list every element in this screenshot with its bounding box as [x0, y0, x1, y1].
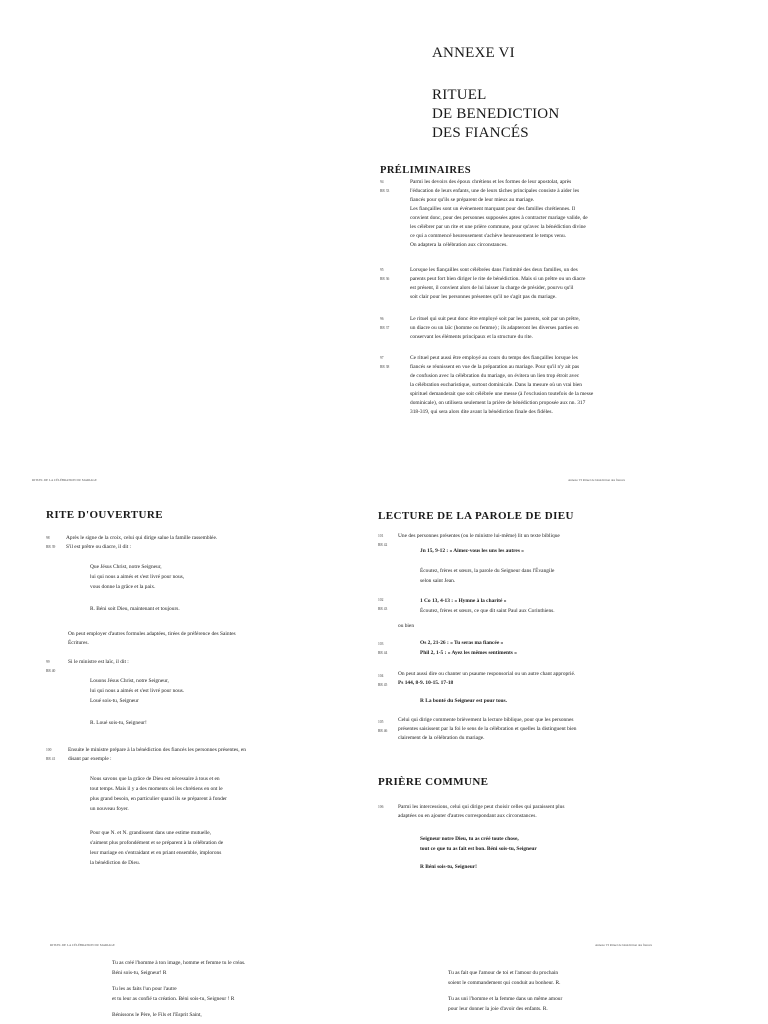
margin-ref	[380, 315, 389, 333]
margin-ref	[380, 178, 389, 196]
ref-number: 100	[46, 748, 52, 752]
section-heading-preliminaires: PRÉLIMINAIRES	[380, 165, 471, 176]
ritual-title	[432, 86, 559, 143]
text-line: Le rituel qui suit peut donc être employé soit par les parents, soit par un prêtre,	[410, 316, 580, 322]
rubric-line: S'il est prêtre ou diacre, il dit :	[66, 544, 132, 550]
prayer-line: Que Jésus Christ, notre Seigneur,	[90, 564, 162, 570]
running-head-right: Annexe VI Rituel de bénédiction des fiancés	[595, 943, 652, 947]
ref-number: 104	[378, 674, 384, 678]
response-line: R Béni sois-tu, Seigneur!	[420, 864, 477, 870]
text-line: ce qui a commencé heureusement s'achève heureusement le temps venu.	[410, 233, 567, 239]
rubric-line: adaptées ou en ajouter d'autres correspondant aux circonstances.	[398, 813, 537, 819]
rubric-line: On peut employer d'autres formules adaptées, tirées de préférence des Saintes	[68, 631, 236, 637]
annex-title	[432, 44, 515, 63]
margin-ref	[378, 672, 387, 690]
text-line: dominicale), on utilisera seulement la prière de bénédiction proposée aux nn. 317	[410, 400, 586, 406]
margin-ref	[46, 658, 55, 676]
ref-number: 102	[378, 598, 384, 602]
margin-ref	[46, 746, 55, 764]
margin-ref	[380, 354, 389, 372]
prayer-line: la bénédiction de Dieu.	[90, 860, 140, 866]
rubric-line: On peut aussi dire ou chanter un psaume responsorial ou un autre chant approprié.	[398, 671, 576, 677]
ref-number: 95	[380, 268, 384, 272]
margin-ref	[380, 266, 389, 284]
text-line: les célébrer par un rite et une prière commune, pour qu'avec la bénédiction divine	[410, 224, 586, 230]
ref-source: RR 46	[378, 729, 388, 733]
prayer-line: Tu as uni l'homme et la femme dans un même amour	[448, 996, 563, 1002]
prayer-line: Pour que N. et N. grandissent dans une estime mutuelle,	[90, 830, 211, 836]
running-head-right: Annexe VI Rituel de bénédiction des fiancés	[568, 478, 625, 482]
page-2-left	[0, 500, 384, 920]
ref-source: RR 42	[378, 543, 388, 547]
prayer-line: soient le commandement qui conduit au bonheur. R.	[448, 980, 561, 986]
prayer-line: et tu leur as confié ta création. Béni sois-tu, Seigneur ! R	[112, 996, 235, 1002]
ref-source: RR 38	[380, 365, 390, 369]
rubric-line: clairement de la célébration du mariage.	[398, 735, 485, 741]
reading-intro: Écoutez, frères et sœurs, la parole du Seigneur dans l'Évangile	[420, 568, 555, 574]
rubric-line: ou bien	[398, 623, 415, 629]
prayer-line: Béni sois-tu, Seigneur! R	[112, 970, 167, 976]
text-line: convient donc, pour des personnes supposées aptes à contracter mariage valide, de	[410, 215, 588, 221]
ref-number: 106	[378, 805, 384, 809]
prayer-line: Nous savons que la grâce de Dieu est nécessaire à tous et en	[90, 776, 220, 782]
ref-number: 94	[380, 180, 384, 184]
margin-ref	[46, 534, 55, 552]
ref-number: 96	[380, 317, 384, 321]
reading-reference: Os 2, 21-26 : « Tu seras ma fiancée »	[420, 640, 504, 646]
section-heading-priere-commune: PRIÈRE COMMUNE	[378, 776, 489, 788]
rubric-line: Une des personnes présentes (ou le ministre lui-même) lit un texte biblique	[398, 533, 560, 539]
rubric-line: disant par exemple :	[68, 756, 112, 762]
prayer-line: Tu as créé l'homme à ton image, homme et femme tu le créas.	[112, 960, 246, 966]
text-line: l'éducation de leurs enfants, une de leurs tâches principales consiste à aider les	[410, 188, 580, 194]
prayer-line: Bénissons le Père, le Fils et l'Esprit Saint,	[112, 1012, 202, 1018]
rubric-line: Écritures.	[68, 640, 89, 646]
response-line: R. Loué sois-tu, Seigneur!	[90, 720, 147, 726]
annex-title-line: ANNEXE VI	[432, 45, 515, 61]
page-2-right	[370, 500, 768, 920]
margin-ref	[378, 640, 387, 658]
page-1	[0, 0, 768, 480]
section-heading-rite-ouverture: RITE D'OUVERTURE	[46, 509, 163, 521]
text-line: parents peut fort bien diriger le rite de bénédiction. Mais si un prêtre ou un diacre	[410, 276, 586, 282]
rubric-line: Ensuite le ministre prépare à la bénédiction des fiancés les personnes présentes, en	[68, 747, 246, 753]
ref-source: RR 41	[46, 757, 56, 761]
rubric-line: Parmi les intercessions, celui qui dirige peut choisir celles qui paraissent plus	[398, 804, 565, 810]
text-line: conservant les éléments principaux et la structure du rite.	[410, 334, 533, 340]
rubric-line: Si le ministre est laïc, il dit :	[68, 659, 129, 665]
ref-source: RR 37	[380, 326, 390, 330]
text-line: Lorsque les fiançailles sont célébrées dans l'intimité des deux familles, un des	[410, 267, 578, 273]
text-line: Parmi les devoirs des époux chrétiens et les formes de leur apostolat, après	[410, 179, 572, 185]
margin-ref	[378, 803, 383, 812]
ritual-title-line: DES FIANCÉS	[432, 125, 529, 141]
prayer-line: Loué sois-tu, Seigneur	[90, 698, 139, 704]
text-line: la célébration eucharistique, surtout dominicale. Dans la mesure où un vrai bien	[410, 382, 582, 388]
reading-intro: Écoutez, frères et sœurs, ce que dit saint Paul aux Corinthiens.	[420, 608, 555, 614]
prayer-line: pour leur donner la joie d'avoir des enfants. R.	[448, 1006, 548, 1012]
intercession-line: tout ce que tu as fait est bon. Béni sois-tu, Seigneur	[420, 846, 537, 852]
page-3-left	[112, 958, 245, 1020]
rubric-line: Celui qui dirige commente brièvement la lecture biblique, pour que les personnes	[398, 717, 574, 723]
prayer-line: lui qui nous a aimés et s'est livré pour nous,	[90, 574, 185, 580]
reading-reference: Jn 15, 9-12 : « Aimez-vous les uns les autres »	[420, 548, 524, 554]
page-3-right	[448, 968, 562, 1014]
running-head-left: RITUEL DE LA CÉLÉBRATION DU MARIAGE	[50, 943, 115, 947]
ref-source: RR 44	[378, 651, 388, 655]
text-line: Ce rituel peut aussi être employé au cours du temps des fiançailles lorsque les	[410, 355, 578, 361]
ref-source: RR 40	[46, 669, 56, 673]
intercession-line: Seigneur notre Dieu, tu as créé toute chose,	[420, 836, 519, 842]
response-line: R La bonté du Seigneur est pour tous.	[420, 698, 507, 704]
reading-intro: selon saint Jean.	[420, 578, 456, 584]
text-line: fiancés pour qu'ils se préparent de leur mieux au mariage.	[410, 197, 535, 203]
text-line: soit clair pour les personnes présentes qu'il ne s'agit pas du mariage.	[410, 294, 557, 300]
rubric-line: présentes saisissent par la foi le sens de la célébration et quelles la distinguent bien	[398, 726, 577, 732]
prayer-line: Louons Jésus Christ, notre Seigneur,	[90, 678, 169, 684]
prayer-line: un nouveau foyer.	[90, 806, 129, 812]
text-line: de confusion avec la célébration du mariage, on évitera un lien trop étroit avec	[410, 373, 580, 379]
margin-ref	[378, 596, 387, 614]
text-line: spirituel demanderait que soit célébrée une messe (à l'exclusion toutefois de la messe	[410, 391, 594, 397]
ref-number: 101	[378, 534, 384, 538]
rubric-line: Après le signe de la croix, celui qui dirige salue la famille rassemblée.	[66, 535, 218, 541]
running-head-left: RITUEL DE LA CÉLÉBRATION DU MARIAGE	[32, 478, 97, 482]
ref-source: RR 45	[378, 683, 388, 687]
ritual-title-line: RITUEL	[432, 87, 487, 103]
prayer-line: tout temps. Mais il y a des moments où les chrétiens en ont le	[90, 786, 223, 792]
text-line: est présent, il convient alors de lui laisser la charge de présider, pourvu qu'il	[410, 285, 574, 291]
text-line: On adaptera la célébration aux circonstances.	[410, 242, 508, 248]
margin-ref	[378, 718, 387, 736]
ref-source: RR 43	[378, 607, 388, 611]
response-line: R. Béni soit Dieu, maintenant et toujours.	[90, 606, 180, 612]
ref-source: RR 33	[380, 189, 390, 193]
section-heading-lecture: LECTURE DE LA PAROLE DE DIEU	[378, 510, 574, 522]
ritual-title-line: DE BENEDICTION	[432, 106, 560, 122]
ref-number: 98	[46, 536, 50, 540]
prayer-line: s'aiment plus profondément et se préparent à la célébration de	[90, 840, 224, 846]
prayer-line: vous donne la grâce et la paix.	[90, 584, 156, 590]
reading-reference: 1 Co 13, 4-13 : « Hymne à la charité »	[420, 598, 507, 604]
text-line: un diacre ou un laïc (homme ou femme) ; ils adapteront les diverses parties en	[410, 325, 579, 331]
margin-ref	[378, 532, 387, 550]
prayer-line: leur mariage en s'entraidant et en priant ensemble, implorons	[90, 850, 222, 856]
text-line: Les fiançailles sont un événement marquant pour des familles chrétiennes. Il	[410, 206, 576, 212]
ref-number: 99	[46, 660, 50, 664]
ref-number: 105	[378, 720, 384, 724]
ref-number: 103	[378, 642, 384, 646]
psalm-reference: Ps 144, 8-9. 10-15. 17-18	[398, 680, 454, 686]
ref-source: RR 39	[46, 545, 56, 549]
text-line: fiancés se réunissent en vue de la préparation au mariage. Pour qu'il n'y ait pas	[410, 364, 580, 370]
ref-number: 97	[380, 356, 384, 360]
text-line: 318-319, qui sera alors dite avant la bénédiction finale des fidèles.	[410, 409, 553, 415]
reading-reference: Phil 2, 1-5 : « Ayez les mêmes sentiments »	[420, 650, 517, 656]
prayer-line: lui qui nous a aimés et s'est livré pour nous.	[90, 688, 185, 694]
prayer-line: Tu as fait que l'amour de toi et l'amour du prochain	[448, 970, 559, 976]
prayer-line: plus grand besoin, en particulier quand ils se préparent à fonder	[90, 796, 227, 802]
ref-source: RR 36	[380, 277, 390, 281]
prayer-line: Tu les as faits l'un pour l'autre	[112, 986, 177, 992]
